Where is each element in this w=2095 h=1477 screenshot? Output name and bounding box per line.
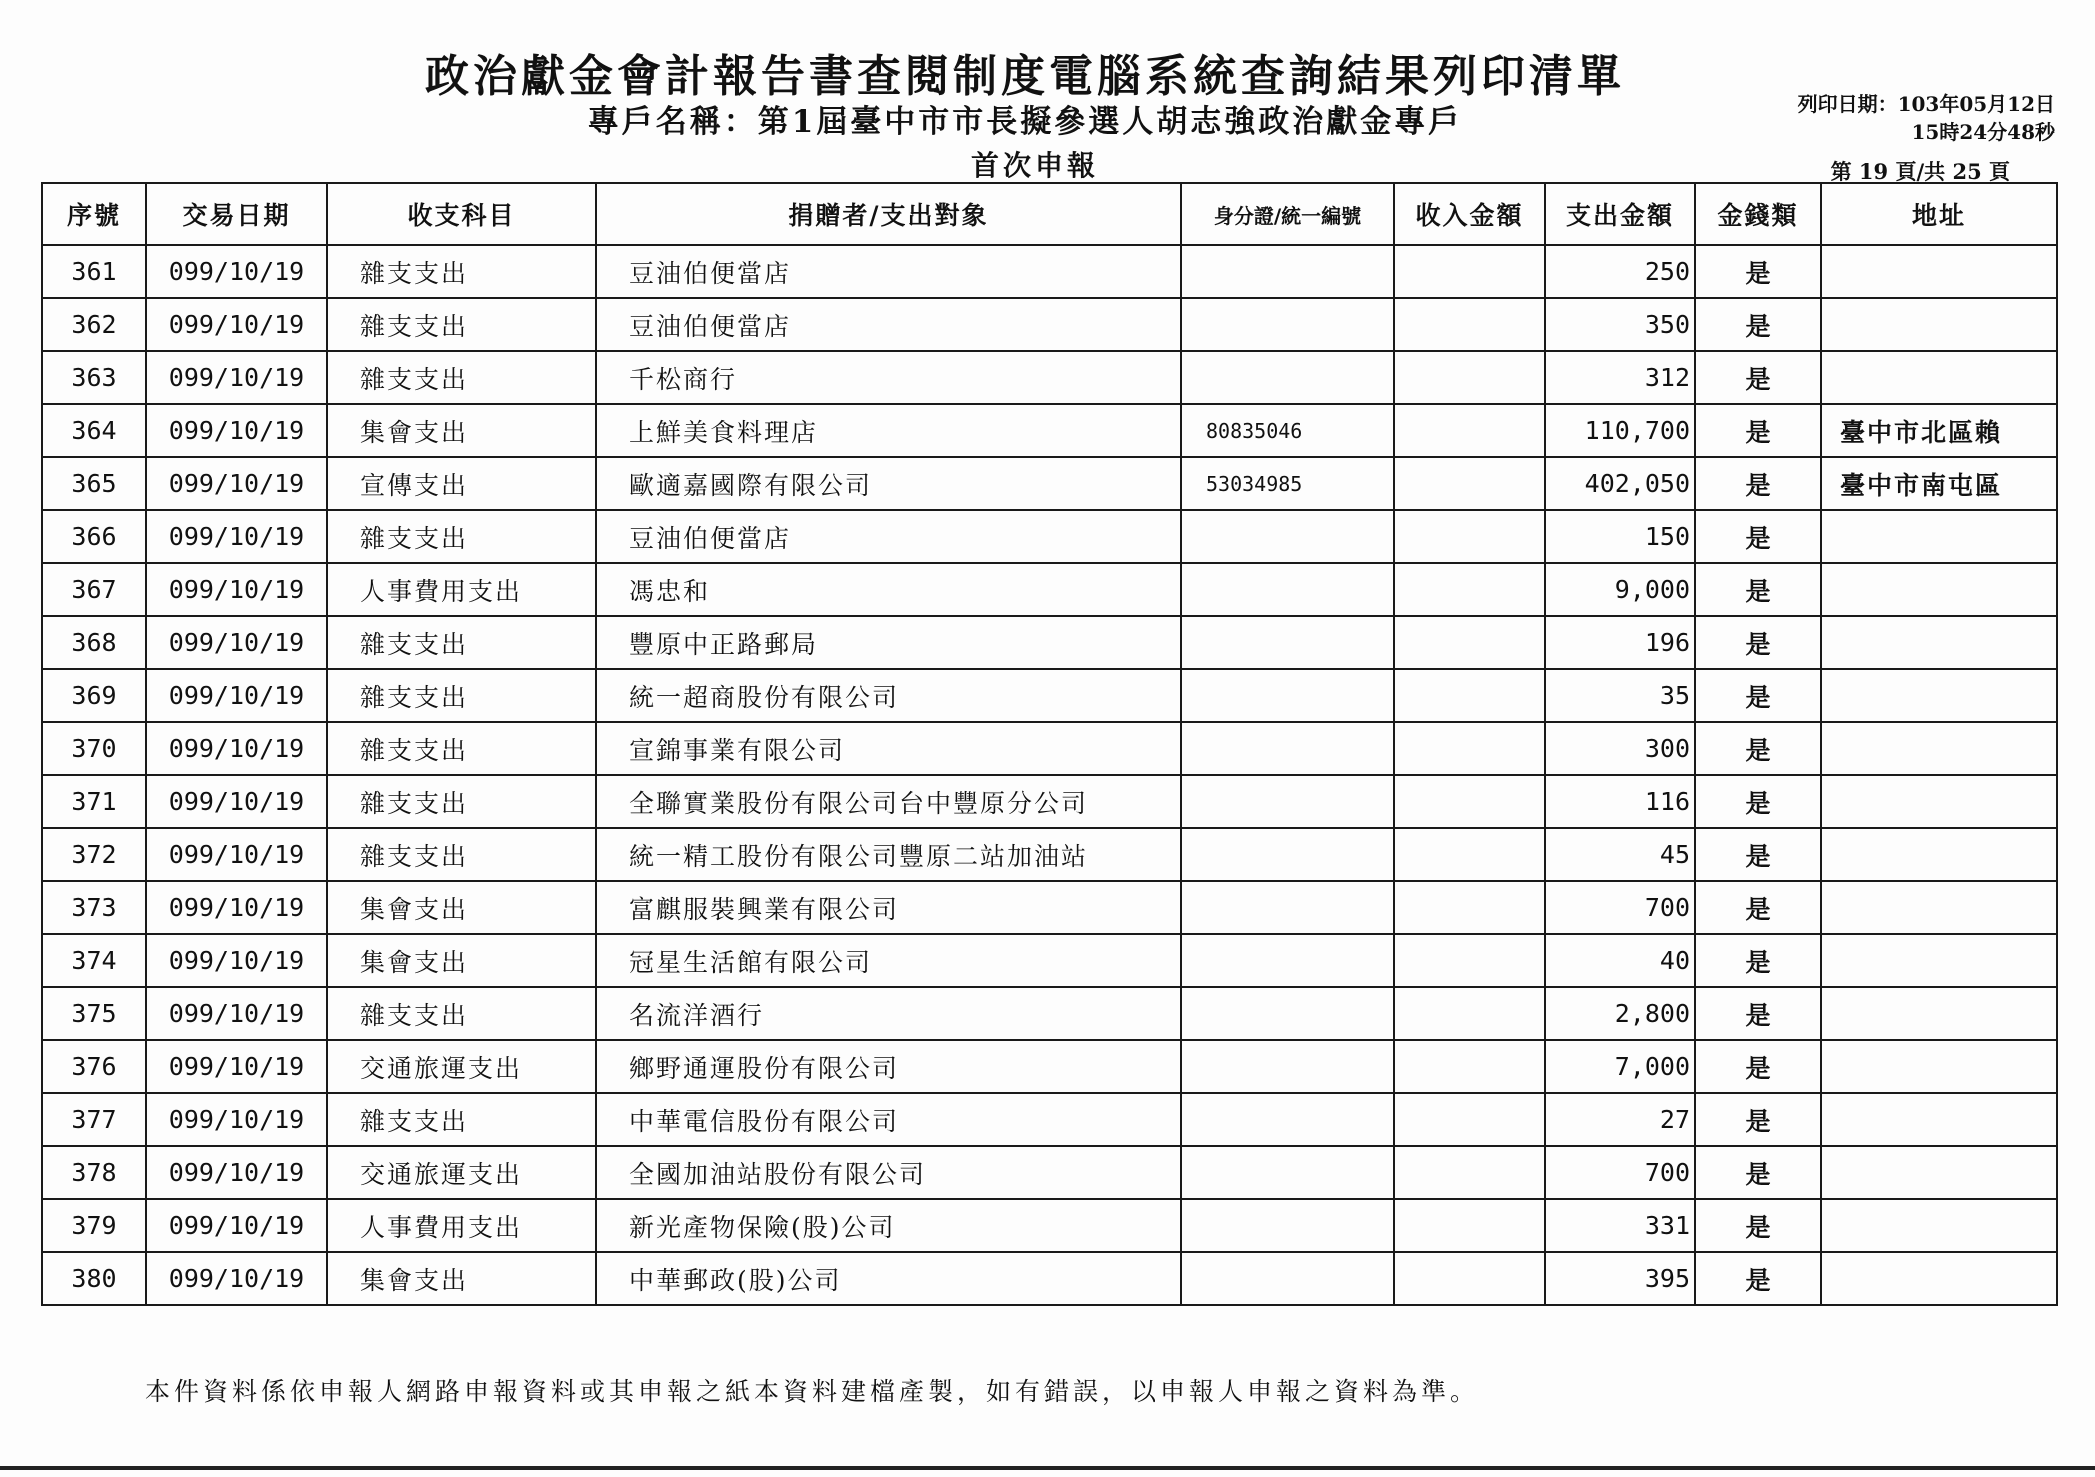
cell-expense: 150 [1545, 510, 1695, 563]
print-time: 15時24分48秒 [1911, 120, 2055, 144]
print-date: 列印日期：103年05月12日 [1797, 92, 2055, 116]
cell-expense: 27 [1545, 1093, 1695, 1146]
page-number: 第 19 頁/共 25 頁 [1830, 159, 2010, 184]
cell-seq: 364 [42, 404, 146, 457]
cell-subject: 雜支支出 [327, 987, 596, 1040]
cell-expense: 250 [1545, 245, 1695, 298]
cell-address [1821, 775, 2057, 828]
cell-party: 宣錦事業有限公司 [596, 722, 1181, 775]
cell-cash: 是 [1695, 881, 1821, 934]
cell-income [1394, 563, 1545, 616]
cell-cash: 是 [1695, 563, 1821, 616]
cell-seq: 378 [42, 1146, 146, 1199]
column-header: 收入金額 [1394, 183, 1545, 245]
cell-id [1181, 510, 1394, 563]
cell-id [1181, 881, 1394, 934]
cell-date: 099/10/19 [146, 1199, 327, 1252]
cell-cash: 是 [1695, 828, 1821, 881]
cell-cash: 是 [1695, 1199, 1821, 1252]
cell-seq: 369 [42, 669, 146, 722]
cell-subject: 交通旅運支出 [327, 1040, 596, 1093]
cell-expense: 116 [1545, 775, 1695, 828]
cell-income [1394, 1093, 1545, 1146]
table-row [42, 563, 2057, 616]
cell-subject: 雜支支出 [327, 775, 596, 828]
table-row [42, 351, 2057, 404]
cell-subject: 雜支支出 [327, 722, 596, 775]
cell-expense: 331 [1545, 1199, 1695, 1252]
cell-address [1821, 510, 2057, 563]
cell-subject: 集會支出 [327, 1252, 596, 1305]
cell-address [1821, 669, 2057, 722]
cell-expense: 35 [1545, 669, 1695, 722]
cell-expense: 40 [1545, 934, 1695, 987]
cell-seq: 372 [42, 828, 146, 881]
cell-party: 豐原中正路郵局 [596, 616, 1181, 669]
cell-subject: 雜支支出 [327, 616, 596, 669]
cell-seq: 373 [42, 881, 146, 934]
cell-id [1181, 1146, 1394, 1199]
cell-id [1181, 1199, 1394, 1252]
cell-income [1394, 1252, 1545, 1305]
cell-subject: 雜支支出 [327, 1093, 596, 1146]
cell-cash: 是 [1695, 1146, 1821, 1199]
print-info [1798, 90, 2055, 146]
cell-party: 豆油伯便當店 [596, 298, 1181, 351]
cell-id [1181, 722, 1394, 775]
cell-id [1181, 828, 1394, 881]
cell-cash: 是 [1695, 1093, 1821, 1146]
cell-seq: 365 [42, 457, 146, 510]
cell-cash: 是 [1695, 298, 1821, 351]
cell-address [1821, 881, 2057, 934]
cell-party: 豆油伯便當店 [596, 245, 1181, 298]
cell-expense: 110,700 [1545, 404, 1695, 457]
table-row [42, 616, 2057, 669]
cell-party: 中華郵政(股)公司 [596, 1252, 1181, 1305]
column-header: 地址 [1821, 183, 2057, 245]
cell-address [1821, 722, 2057, 775]
cell-income [1394, 616, 1545, 669]
cell-income [1394, 722, 1545, 775]
cell-seq: 375 [42, 987, 146, 1040]
cell-income [1394, 245, 1545, 298]
cell-expense: 395 [1545, 1252, 1695, 1305]
cell-income [1394, 1040, 1545, 1093]
cell-seq: 377 [42, 1093, 146, 1146]
table-row [42, 404, 2057, 457]
cell-address [1821, 563, 2057, 616]
cell-id [1181, 987, 1394, 1040]
cell-party: 歐適嘉國際有限公司 [596, 457, 1181, 510]
cell-date: 099/10/19 [146, 563, 327, 616]
cell-seq: 361 [42, 245, 146, 298]
cell-date: 099/10/19 [146, 510, 327, 563]
cell-expense: 402,050 [1545, 457, 1695, 510]
cell-date: 099/10/19 [146, 1252, 327, 1305]
cell-id [1181, 934, 1394, 987]
cell-cash: 是 [1695, 245, 1821, 298]
cell-subject: 雜支支出 [327, 351, 596, 404]
cell-party: 全國加油站股份有限公司 [596, 1146, 1181, 1199]
cell-date: 099/10/19 [146, 616, 327, 669]
cell-date: 099/10/19 [146, 1146, 327, 1199]
cell-expense: 2,800 [1545, 987, 1695, 1040]
cell-subject: 雜支支出 [327, 510, 596, 563]
table-row [42, 457, 2057, 510]
cell-expense: 196 [1545, 616, 1695, 669]
cell-income [1394, 351, 1545, 404]
cell-income [1394, 510, 1545, 563]
cell-income [1394, 775, 1545, 828]
cell-income [1394, 1199, 1545, 1252]
cell-expense: 300 [1545, 722, 1695, 775]
table-row [42, 669, 2057, 722]
cell-id: 80835046 [1181, 404, 1394, 457]
cell-address [1821, 1093, 2057, 1146]
cell-subject: 人事費用支出 [327, 563, 596, 616]
cell-subject: 集會支出 [327, 934, 596, 987]
cell-income [1394, 404, 1545, 457]
cell-subject: 集會支出 [327, 404, 596, 457]
cell-party: 冠星生活館有限公司 [596, 934, 1181, 987]
column-header: 收支科目 [327, 183, 596, 245]
cell-date: 099/10/19 [146, 722, 327, 775]
column-header: 捐贈者/支出對象 [596, 183, 1181, 245]
cell-seq: 367 [42, 563, 146, 616]
cell-subject: 宣傳支出 [327, 457, 596, 510]
cell-address [1821, 245, 2057, 298]
table-header-row [42, 183, 2057, 245]
cell-id: 53034985 [1181, 457, 1394, 510]
table-row [42, 987, 2057, 1040]
cell-date: 099/10/19 [146, 404, 327, 457]
cell-expense: 45 [1545, 828, 1695, 881]
bottom-divider [0, 1466, 2095, 1470]
cell-cash: 是 [1695, 616, 1821, 669]
cell-party: 新光產物保險(股)公司 [596, 1199, 1181, 1252]
cell-id [1181, 298, 1394, 351]
cell-seq: 362 [42, 298, 146, 351]
table-row [42, 775, 2057, 828]
cell-date: 099/10/19 [146, 245, 327, 298]
column-header: 交易日期 [146, 183, 327, 245]
ledger-table [41, 182, 2058, 1306]
cell-party: 上鮮美食料理店 [596, 404, 1181, 457]
cell-cash: 是 [1695, 1040, 1821, 1093]
cell-party: 統一精工股份有限公司豐原二站加油站 [596, 828, 1181, 881]
cell-cash: 是 [1695, 351, 1821, 404]
cell-party: 豆油伯便當店 [596, 510, 1181, 563]
report-type: 首次申報 [970, 149, 1099, 182]
cell-date: 099/10/19 [146, 1093, 327, 1146]
cell-seq: 371 [42, 775, 146, 828]
column-header: 身分證/統一編號 [1181, 183, 1394, 245]
cell-address [1821, 1040, 2057, 1093]
cell-date: 099/10/19 [146, 828, 327, 881]
document-title: 政治獻金會計報告書查閱制度電腦系統查詢結果列印清單 [425, 51, 1625, 102]
column-header: 序號 [42, 183, 146, 245]
cell-address [1821, 1146, 2057, 1199]
cell-party: 全聯實業股份有限公司台中豐原分公司 [596, 775, 1181, 828]
cell-subject: 雜支支出 [327, 298, 596, 351]
cell-cash: 是 [1695, 987, 1821, 1040]
cell-subject: 雜支支出 [327, 245, 596, 298]
cell-id [1181, 563, 1394, 616]
cell-cash: 是 [1695, 510, 1821, 563]
cell-expense: 350 [1545, 298, 1695, 351]
cell-seq: 376 [42, 1040, 146, 1093]
cell-party: 鄉野通運股份有限公司 [596, 1040, 1181, 1093]
table-row [42, 1146, 2057, 1199]
cell-party: 統一超商股份有限公司 [596, 669, 1181, 722]
table-row [42, 1252, 2057, 1305]
cell-expense: 9,000 [1545, 563, 1695, 616]
table-row [42, 245, 2057, 298]
cell-cash: 是 [1695, 775, 1821, 828]
table-row [42, 1199, 2057, 1252]
cell-id [1181, 1252, 1394, 1305]
cell-date: 099/10/19 [146, 457, 327, 510]
cell-cash: 是 [1695, 934, 1821, 987]
table-row [42, 298, 2057, 351]
cell-seq: 363 [42, 351, 146, 404]
cell-address [1821, 828, 2057, 881]
cell-income [1394, 934, 1545, 987]
cell-address [1821, 298, 2057, 351]
table-row [42, 722, 2057, 775]
table-row [42, 1093, 2057, 1146]
cell-seq: 374 [42, 934, 146, 987]
cell-date: 099/10/19 [146, 934, 327, 987]
cell-income [1394, 457, 1545, 510]
table-row [42, 1040, 2057, 1093]
cell-address: 臺中市北區賴 [1821, 404, 2057, 457]
cell-id [1181, 351, 1394, 404]
cell-address [1821, 616, 2057, 669]
cell-income [1394, 828, 1545, 881]
cell-cash: 是 [1695, 404, 1821, 457]
cell-id [1181, 616, 1394, 669]
table-row [42, 934, 2057, 987]
cell-address: 臺中市南屯區 [1821, 457, 2057, 510]
account-name: 專戶名稱：第1屆臺中市市長擬參選人胡志強政治獻金專戶 [587, 104, 1463, 140]
cell-party: 馮忠和 [596, 563, 1181, 616]
cell-date: 099/10/19 [146, 1040, 327, 1093]
cell-expense: 700 [1545, 881, 1695, 934]
cell-income [1394, 1146, 1545, 1199]
cell-subject: 雜支支出 [327, 828, 596, 881]
cell-date: 099/10/19 [146, 298, 327, 351]
cell-party: 名流洋酒行 [596, 987, 1181, 1040]
cell-seq: 380 [42, 1252, 146, 1305]
cell-seq: 379 [42, 1199, 146, 1252]
cell-income [1394, 298, 1545, 351]
cell-cash: 是 [1695, 1252, 1821, 1305]
cell-cash: 是 [1695, 669, 1821, 722]
cell-income [1394, 987, 1545, 1040]
cell-id [1181, 775, 1394, 828]
cell-expense: 700 [1545, 1146, 1695, 1199]
cell-date: 099/10/19 [146, 351, 327, 404]
cell-address [1821, 1252, 2057, 1305]
cell-address [1821, 351, 2057, 404]
cell-subject: 雜支支出 [327, 669, 596, 722]
cell-date: 099/10/19 [146, 987, 327, 1040]
cell-seq: 370 [42, 722, 146, 775]
cell-party: 千松商行 [596, 351, 1181, 404]
cell-party: 中華電信股份有限公司 [596, 1093, 1181, 1146]
cell-subject: 集會支出 [327, 881, 596, 934]
table-row [42, 510, 2057, 563]
cell-id [1181, 245, 1394, 298]
cell-address [1821, 987, 2057, 1040]
cell-date: 099/10/19 [146, 881, 327, 934]
cell-date: 099/10/19 [146, 775, 327, 828]
cell-expense: 7,000 [1545, 1040, 1695, 1093]
cell-expense: 312 [1545, 351, 1695, 404]
cell-income [1394, 881, 1545, 934]
table-row [42, 881, 2057, 934]
cell-id [1181, 669, 1394, 722]
cell-address [1821, 934, 2057, 987]
footer-note: 本件資料係依申報人網路申報資料或其申報之紙本資料建檔產製，如有錯誤，以申報人申報之資料為準。 [145, 1377, 1480, 1406]
cell-cash: 是 [1695, 457, 1821, 510]
ledger-body [42, 245, 2057, 1305]
cell-party: 富麒服裝興業有限公司 [596, 881, 1181, 934]
cell-address [1821, 1199, 2057, 1252]
cell-cash: 是 [1695, 722, 1821, 775]
cell-seq: 368 [42, 616, 146, 669]
cell-id [1181, 1093, 1394, 1146]
column-header: 金錢類 [1695, 183, 1821, 245]
column-header: 支出金額 [1545, 183, 1695, 245]
cell-income [1394, 669, 1545, 722]
cell-id [1181, 1040, 1394, 1093]
cell-date: 099/10/19 [146, 669, 327, 722]
cell-subject: 交通旅運支出 [327, 1146, 596, 1199]
cell-seq: 366 [42, 510, 146, 563]
cell-subject: 人事費用支出 [327, 1199, 596, 1252]
table-row [42, 828, 2057, 881]
